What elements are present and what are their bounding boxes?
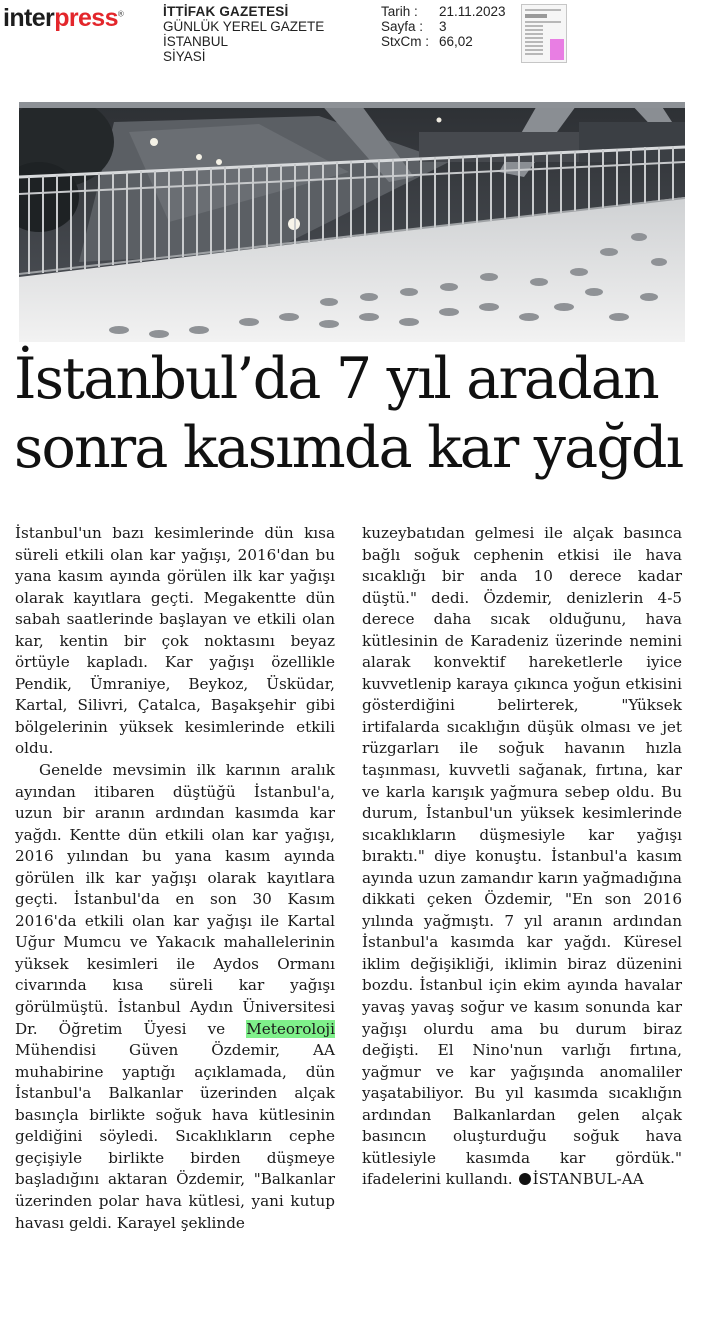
article-column-2 [362,523,682,1191]
publication-section: SİYASİ [163,49,206,64]
clip-location-marker [550,39,564,60]
logo-accent-text: press [54,4,118,32]
headline-line-1: İstanbul’da 7 yıl aradan [14,346,658,412]
clipping-meta [381,4,506,49]
page-label: Sayfa : [381,19,424,34]
paragraph-3 [362,523,682,1191]
stxcm-value: 66,02 [439,34,473,49]
interpress-logo [3,4,123,33]
publication-frequency: GÜNLÜK YEREL GAZETE [163,19,325,34]
paragraph-1: İstanbul'un bazı kesimlerinde dün kısa süreli etkili olan kar yağışı, 2016'dan bu yana kasım ayında görülen ilk kar yağışı olarak kayıtlara geçti. Megakentte dün sabah saatlerinde başlayan ve etkili olan kar, kentin bir çok noktasını beyaz örtüyle kapladı. Kar yağışı özellikle Pendik, Ümraniye, Beykoz, Üsküdar, Kartal, Silivri, Çatalca, Başakşehir gibi bölgelerinin yüksek kesimlerinde etkili oldu. [15,524,335,758]
page-value: 3 [439,19,447,34]
headline-line-2: sonra kasımda kar yağdı [14,415,683,481]
article-column-1 [15,523,335,1234]
stxcm-label: StxCm : [381,34,430,49]
byline: İSTANBUL-AA [532,1170,644,1189]
highlighted-keyword: Meteoroloji [246,1019,335,1038]
publication-info [163,4,324,64]
date-value: 21.11.2023 [439,4,506,19]
logo-registered-mark: ® [117,9,124,19]
snow-bridge-photo [19,102,685,342]
bullet-icon [519,1173,531,1185]
publication-name: İTTİFAK GAZETESİ [163,4,289,19]
page-thumbnail[interactable] [521,4,567,63]
logo-text: inter [3,4,55,32]
date-label: Tarih : [381,4,418,19]
publication-city: İSTANBUL [163,34,229,49]
headline [14,345,704,483]
paragraph-2-text-b: Mühendisi Güven Özdemir, AA muhabirine yaptığı açıklamada, dün İstanbul'a Balkanlar üzerinden alçak basınçla birlikte soğuk hava kütlesinin geldiğini söyledi. Sıcaklıkların cephe geçişiyle birlikte birden düşmeye başladığını aktaran Özdemir, "Balkanlar üzerinden polar hava kütlesi, yani kutup havası geldi. Karayel şeklinde [15,1041,335,1232]
paragraph-2 [15,760,335,1234]
paragraph-2-text-a: Genelde mevsimin ilk karının aralık ayından itibaren düştüğü İstanbul'a, uzun bir aranın ardından kasımda kar yağdı. Kentte dün etkili olan kar yağışı, 2016 yılından bu yana kasım ayında görülen ilk kar yağışı olarak kayıtlara geçti. İstanbul'da en son 30 Kasım 2016'da etkili olan kar yağışı ile Kartal Uğur Mumcu ve Yakacık mahallelerinin yüksek kesimleri ile Aydos Ormanı civarında kısa süreli kar yağışı görülmüştü. İstanbul Aydın Üniversitesi Dr. Öğretim Üyesi ve [15,761,335,1038]
paragraph-3-text: kuzeybatıdan gelmesi ile alçak basınca bağlı soğuk cephenin etkisi ile hava sıcaklığı bir anda 10 derece kadar düştü." dedi. Özdemir, denizlerin 4-5 derece daha sıcak olduğunu, hava kütlesinin de Karadeniz üzerinde nemini alarak konvektif hareketlerle iyice kuvvetlenip karaya çıkınca yoğun etkisini gösterdiğini belirterek, "Yüksek irtifalarda sıcaklığın düşük olması ve jet rüzgarları ile soğuk havanın hızla taşınması, kuvvetli sağanak, fırtına, kar ve karla karışık yağmura sebep oldu. Bu durum, İstanbul'un yüksek kesimlerinde sıcaklıkların düşmesiyle kar yağışı bıraktı." diye konuştu. İstanbul'a kasım ayında uzun zamandır karın yağmadığına dikkati çeken Özdemir, "En son 2016 yılında yağmıştı. 7 yıl aranın ardından İstanbul'a kasımda kar yağdı. Küresel iklim değişikliği, iklimin biraz düzenini bozdu. İstanbul için ekim ayında havalar yavaş yavaş soğur ve kasım sonunda kar yağışı olurdu ama bu durum biraz değişti. El Nino'nun varlığı fırtına, yağmur ve kar yağışında anomaliler yaşatabiliyor. Bu yıl kasımda sıcaklığın ardından Balkanlardan gelen alçak basıncın oluşturduğu soğuk hava kütlesiyle kasımda kar gördük." ifadelerini kullandı. [362,524,682,1189]
